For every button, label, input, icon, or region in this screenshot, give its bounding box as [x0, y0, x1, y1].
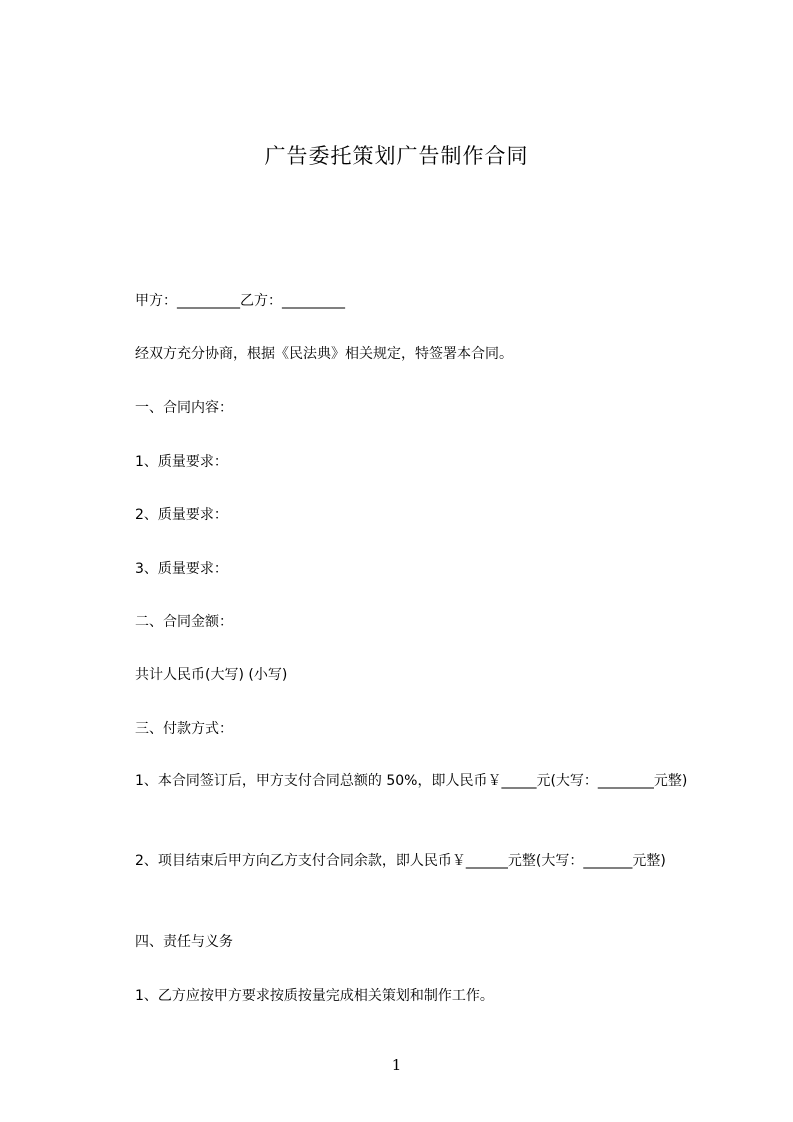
- quality-requirement-3: 3、质量要求：: [135, 561, 228, 577]
- section-three-heading: 三、付款方式：: [135, 721, 233, 737]
- party-line: 甲方：_________乙方：_________: [135, 293, 345, 309]
- section-one-heading: 一、合同内容：: [135, 400, 233, 416]
- section-two-heading: 二、合同金额：: [135, 614, 233, 630]
- payment-clause-1: 1、本合同签订后，甲方支付合同总额的 50%，即人民币￥_____元(大写：________元整): [135, 773, 688, 789]
- preamble: 经双方充分协商，根据《民法典》相关规定，特签署本合同。: [135, 346, 513, 362]
- section-four-heading: 四、责任与义务: [135, 934, 233, 950]
- page-number: 1: [391, 1056, 402, 1074]
- document-title: 广告委托策划广告制作合同: [264, 144, 529, 168]
- quality-requirement-2: 2、质量要求：: [135, 507, 228, 523]
- contract-amount: 共计人民币(大写) (小写): [135, 667, 288, 683]
- duty-clause-1: 1、乙方应按甲方要求按质按量完成相关策划和制作工作。: [135, 988, 494, 1004]
- quality-requirement-1: 1、质量要求：: [135, 454, 228, 470]
- payment-clause-2: 2、项目结束后甲方向乙方支付合同余款，即人民币￥______元整(大写：_______元整): [135, 853, 666, 869]
